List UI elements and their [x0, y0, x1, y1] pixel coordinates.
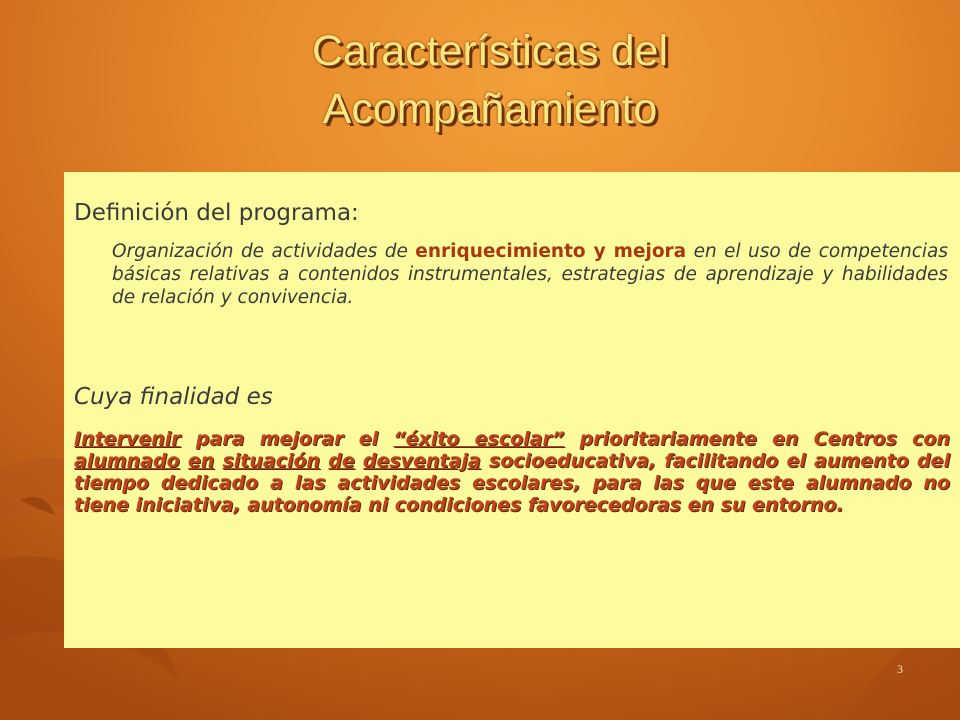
definition-highlight: enriquecimiento y mejora [415, 241, 687, 262]
purpose-underlined-word: “éxito escolar” [393, 428, 565, 450]
purpose-underlined-word: en [187, 450, 215, 472]
content-box [64, 172, 960, 648]
page-number: 3 [897, 662, 903, 676]
purpose-text-segment: socioeducativa, facilitando el aumento del tiempo dedicado a las actividades escolares, para las que este alumnado no tiene iniciativa, autonomía ni condiciones favorecedoras en su entorno. [74, 450, 950, 516]
slide-title [180, 22, 800, 138]
purpose-underlined-word: Intervenir [74, 428, 181, 450]
purpose-text-segment [320, 450, 328, 472]
definition-text-part-2: en el uso de competencias básicas relativas a contenidos instrumentales, estrategias de aprendizaje y habilidades de relación y convivencia. [112, 241, 948, 308]
purpose-heading: Cuya finalidad es [74, 384, 273, 410]
purpose-text-segment: prioritariamente en Centros con [564, 428, 950, 450]
purpose-text-segment [355, 450, 363, 472]
purpose-text-segment: para mejorar el [180, 428, 394, 450]
definition-heading: Definición del programa: [74, 200, 359, 226]
definition-text-part-1: Organización de actividades de [112, 241, 416, 262]
purpose-underlined-word: alumnado [74, 450, 180, 472]
purpose-underlined-word: desventaja [362, 450, 481, 472]
purpose-underlined-word: situación [222, 450, 321, 472]
definition-text [112, 240, 948, 309]
purpose-text [74, 428, 950, 516]
purpose-text-segment [180, 450, 188, 472]
title-line-2: Acompañamiento [322, 85, 658, 133]
title-line-1: Características del [311, 27, 669, 75]
purpose-underlined-word: de [328, 450, 355, 472]
